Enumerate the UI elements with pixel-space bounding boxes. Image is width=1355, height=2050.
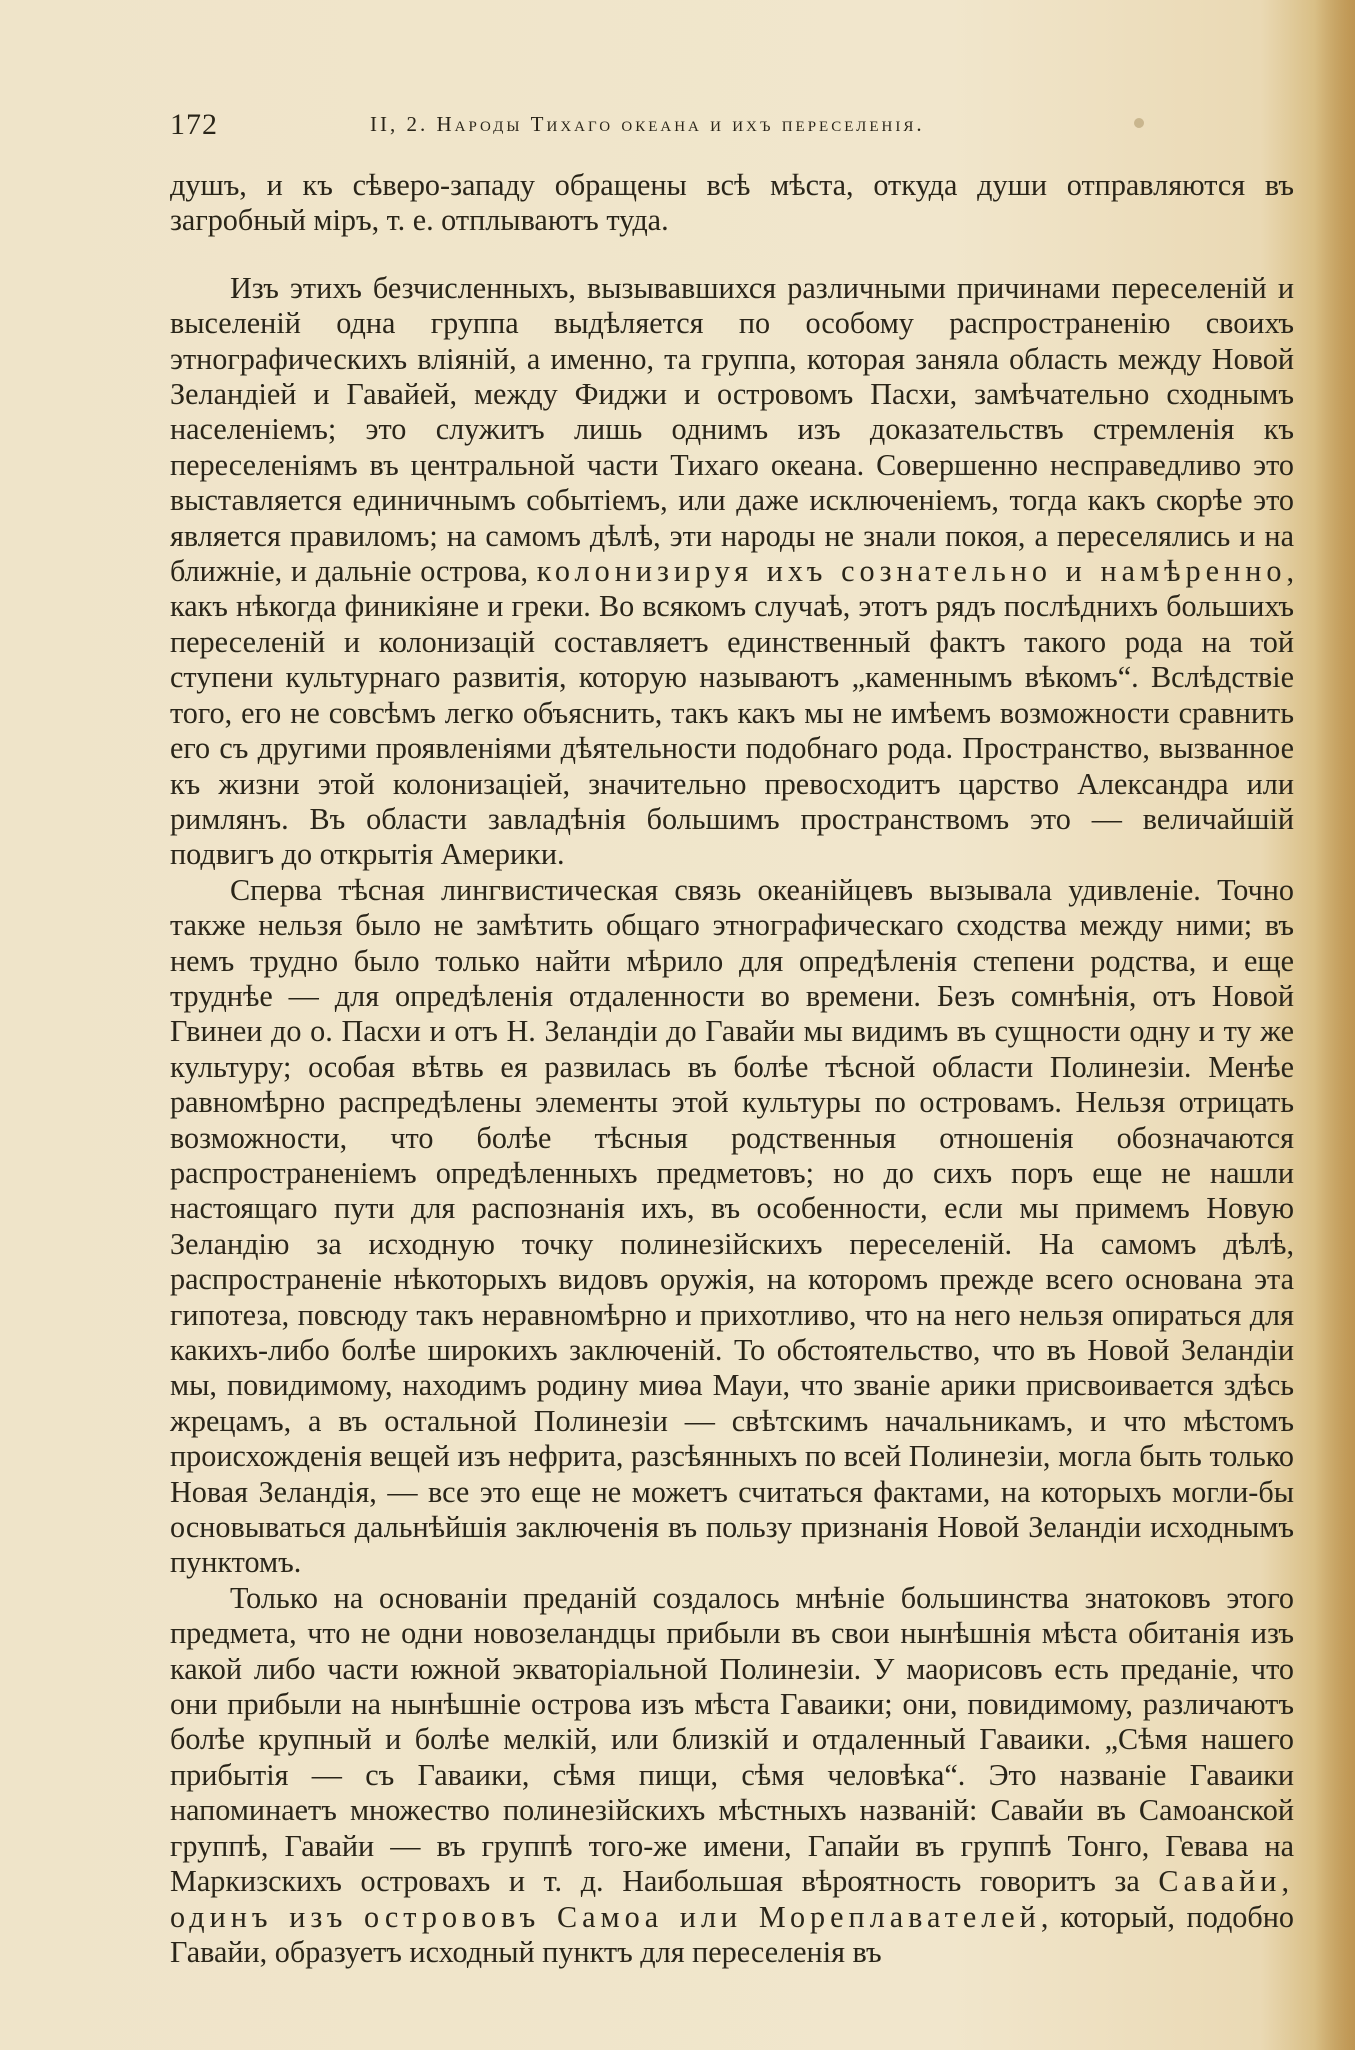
paragraph-continuation [170, 168, 1294, 239]
paragraph-migrations [170, 271, 1294, 873]
spaced-emphasis-text: Савайи, одинъ изъ острововъ Самоа или Мореплавателей [170, 1864, 1294, 1934]
paragraph-text: , который, подобно Гавайи, образуетъ исходный пунктъ для переселенія въ [170, 1899, 1294, 1969]
paragraph-text: душъ, и къ сѣверо-западу обращены всѣ мѣста, откуда души отправляются въ загробный міръ, т. е. отплываютъ туда. [170, 168, 1294, 238]
paragraph-traditions [170, 1581, 1294, 1970]
page-edge-shadow [1315, 0, 1355, 2050]
spaced-emphasis-text: колонизируя ихъ сознательно и намѣренно [536, 554, 1287, 589]
running-head: II, 2. Народы Тихаго океана и ихъ переселенія. [370, 112, 925, 136]
body-text [170, 168, 1294, 1970]
paragraph-text: , какъ нѣкогда финикіяне и греки. Во всякомъ случаѣ, этотъ рядъ послѣднихъ большихъ переселеній и колонизацій составляетъ единственный фактъ такого рода на той ступени культурнаго развитія, которую называютъ „каменнымъ вѣкомъ“. Вслѣдствіе того, его не совсѣмъ легко объяснить, такъ какъ мы не имѣемъ возможности сравнить его съ другими проявленіями дѣятельности подобнаго рода. Пространство, вызванное къ жизни этой колонизаціей, значительно превосходитъ царство Александра или римлянъ. Въ области завладѣнія большимъ пространствомъ это — величайшій подвигъ до открытія Америки. [170, 554, 1294, 872]
paragraph-text: Только на основаніи преданій создалось мнѣніе большинства знатоковъ этого предмета, что не одни новозеландцы прибыли въ свои нынѣшнія мѣста обитанія изъ какой либо части южной экваторіальной Полинезіи. У маорисовъ есть преданіе, что они прибыли на нынѣшніе острова изъ мѣста Гаваики; они, повидимому, различаютъ болѣе крупный и болѣе мелкій, или близкій и отдаленный Гаваики. „Сѣмя нашего прибытія — съ Гаваики, сѣмя пищи, сѣмя человѣка“. Это названіе Гаваики напоминаетъ множество полинезійскихъ мѣстныхъ названій: Савайи въ Самоанской группѣ, Гавайи — въ группѣ того-же имени, Гапайи въ группѣ Тонго, Гевава на Маркизскихъ островахъ и т. д. Наибольшая вѣроятность говоритъ за [170, 1580, 1294, 1899]
paragraph-culture [170, 873, 1294, 1581]
page-header [170, 108, 1290, 148]
paragraph-text: Сперва тѣсная лингвистическая связь океанійцевъ вызывала удивленіе. Точно также нельзя было не замѣтить общаго этнографическаго сходства между ними; въ немъ трудно было только найти мѣрило для опредѣленія степени родства, и еще труднѣе — для опредѣленія отдаленности во времени. Безъ сомнѣнія, отъ Новой Гвинеи до о. Пасхи и отъ Н. Зеландіи до Гавайи мы видимъ въ сущности одну и ту же культуру; особая вѣтвь ея развилась въ болѣе тѣсной области Полинезіи. Менѣе равномѣрно распредѣлены элементы этой культуры по островамъ. Нельзя отрицать возможности, что болѣе тѣсныя родственныя отношенія обозначаются распространеніемъ опредѣленныхъ предметовъ; но до сихъ поръ еще не нашли настоящаго пути для распознанія ихъ, въ особенности, если мы примемъ Новую Зеландію за исходную точку полинезійскихъ переселеній. На самомъ дѣлѣ, распространеніе нѣкоторыхъ видовъ оружія, на которомъ прежде всего основана эта гипотеза, повсюду такъ неравномѣрно и прихотливо, что на него нельзя опираться для какихъ-либо болѣе широкихъ заключеній. То обстоятельство, что въ Новой Зеландіи мы, повидимому, находимъ родину миѳа Мауи, что званіе арики присвоивается здѣсь жрецамъ, а въ остальной Полинезіи — свѣтскимъ начальникамъ, и что мѣстомъ происхожденія вещей изъ нефрита, разсѣянныхъ по всей Полинезіи, могла быть только Новая Зеландія, — все это еще не можетъ считаться фактами, на которыхъ могли-бы основываться дальнѣйшія заключенія въ пользу признанія Новой Зеландіи исходнымъ пунктомъ. [170, 872, 1294, 1580]
paragraph-text: Изъ этихъ безчисленныхъ, вызывавшихся различными причинами переселеній и выселеній одна группа выдѣляется по особому распространенію своихъ этнографическихъ вліяній, а именно, та группа, которая заняла область между Новой Зеландіей и Гавайей, между Фиджи и островомъ Пасхи, замѣчательно сходнымъ населеніемъ; это служитъ лишь однимъ изъ доказательствъ стремленія къ переселеніямъ въ центральной части Тихаго океана. Совершенно несправедливо это выставляется единичнымъ событіемъ, или даже исключеніемъ, тогда какъ скорѣе это является правиломъ; на самомъ дѣлѣ, эти народы не знали покоя, а переселялись и на ближніе, и дальніе острова, [170, 270, 1294, 589]
page-number: 172 [170, 108, 218, 141]
ink-dot-mark [1134, 118, 1144, 128]
